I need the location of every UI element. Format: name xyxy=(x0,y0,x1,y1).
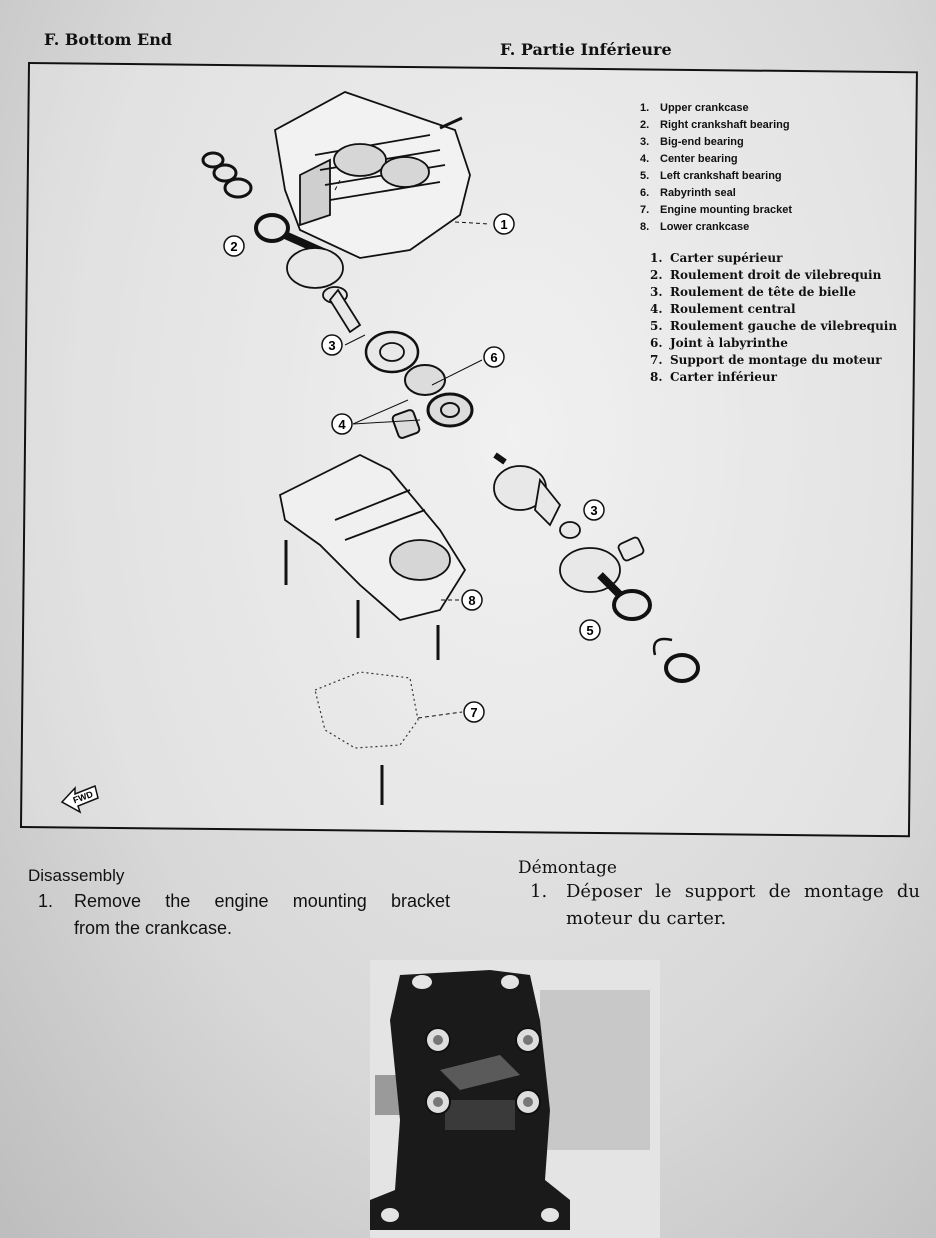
disassembly-title: Disassembly xyxy=(28,866,125,885)
step-number: 1. xyxy=(530,881,548,902)
step-text-line-2: from the crankcase. xyxy=(74,918,233,938)
lower-crankcase-drawing xyxy=(280,455,465,660)
legend-item: 3. Big-end bearing xyxy=(640,136,744,148)
upper-crankcase-drawing xyxy=(275,92,470,258)
legend-item: 2. Roulement droit de vilebrequin xyxy=(650,268,882,282)
legend-item: 3. Roulement de tête de bielle xyxy=(650,285,856,299)
engine-mounting-bracket-drawing xyxy=(315,672,418,805)
legend-item: 4. Roulement central xyxy=(650,302,796,316)
callout-5 xyxy=(580,620,600,640)
svg-text:5: 5 xyxy=(586,623,594,638)
legend-item: 5. Roulement gauche de vilebrequin xyxy=(650,319,898,333)
legend-item: 5. Left crankshaft bearing xyxy=(640,170,782,182)
callout-4 xyxy=(332,414,352,434)
legend-item: 6. Rabyrinth seal xyxy=(640,187,736,199)
demontage-step-1 xyxy=(530,878,920,932)
svg-text:FWD: FWD xyxy=(71,788,95,806)
legend-item: 7. Engine mounting bracket xyxy=(640,204,793,216)
forward-arrow-icon xyxy=(62,786,98,812)
svg-text:1: 1 xyxy=(500,217,508,232)
legend-item: 1. Upper crankcase xyxy=(640,102,749,114)
callout-8 xyxy=(462,590,482,610)
legend-item: 6. Joint à labyrinthe xyxy=(650,336,788,350)
svg-text:2: 2 xyxy=(230,239,238,254)
seal-rings-drawing xyxy=(203,153,251,197)
legend-item: 8. Carter inférieur xyxy=(650,370,777,384)
callout-1 xyxy=(494,214,514,234)
left-crankshaft-drawing xyxy=(494,455,698,681)
svg-text:7: 7 xyxy=(470,705,478,720)
callout-7 xyxy=(464,702,484,722)
parts-legend-french xyxy=(650,250,897,386)
legend-item: 8. Lower crankcase xyxy=(640,221,750,233)
legend-item: 4. Center bearing xyxy=(640,153,738,165)
engine-mounting-bracket-photo xyxy=(370,960,660,1238)
callout-6 xyxy=(484,347,504,367)
step-number: 1. xyxy=(38,891,54,911)
disassembly-step-1 xyxy=(38,888,450,942)
step-text-line-1: Déposer le support de montage du xyxy=(566,881,920,902)
callout-3a xyxy=(322,335,342,355)
legend-item: 1. Carter supérieur xyxy=(650,251,783,265)
svg-text:3: 3 xyxy=(328,338,336,353)
callout-2 xyxy=(224,236,244,256)
step-text-line-2: moteur du carter. xyxy=(566,908,727,929)
svg-text:8: 8 xyxy=(468,593,476,608)
legend-item: 2. Right crankshaft bearing xyxy=(640,119,790,131)
section-heading-french: F. Partie Inférieure xyxy=(500,40,672,59)
parts-legend-english xyxy=(640,100,792,236)
section-heading-english: F. Bottom End xyxy=(44,30,173,49)
demontage-title: Démontage xyxy=(518,858,617,878)
svg-text:6: 6 xyxy=(490,350,498,365)
svg-text:3: 3 xyxy=(590,503,598,518)
step-text-line-1: Remove the engine mounting bracket xyxy=(74,891,450,911)
legend-item: 7. Support de montage du moteur xyxy=(650,353,882,367)
callout-3b xyxy=(584,500,604,520)
svg-text:4: 4 xyxy=(338,417,346,432)
